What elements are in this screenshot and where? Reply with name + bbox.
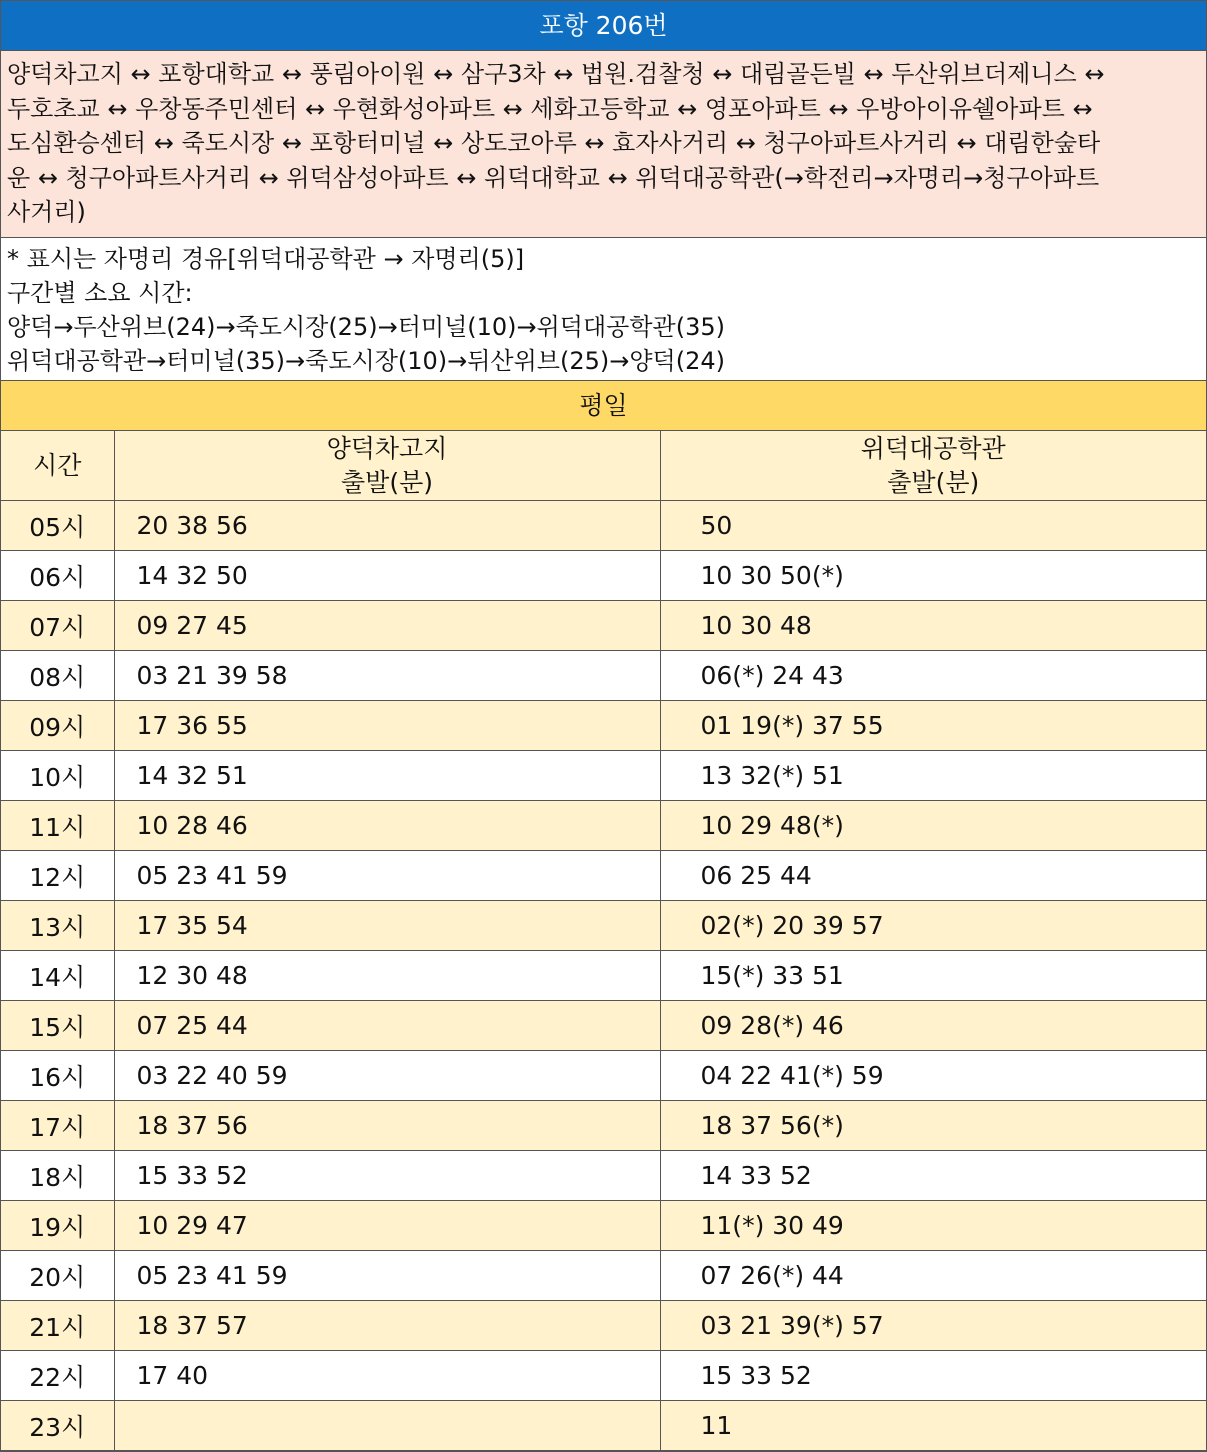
table-row xyxy=(1,1301,1206,1351)
table-row xyxy=(1,1001,1206,1051)
wideok-departures: 04 22 41(*) 59 xyxy=(660,1051,1206,1101)
hour-cell: 18시 xyxy=(1,1151,114,1201)
header-yangdeok-line1: 양덕차고지 xyxy=(326,433,448,463)
table-row xyxy=(1,951,1206,1001)
table-row xyxy=(1,601,1206,651)
yangdeok-departures: 10 29 47 xyxy=(114,1201,660,1251)
wideok-departures: 50 xyxy=(660,501,1206,551)
hour-cell: 11시 xyxy=(1,801,114,851)
yangdeok-departures: 14 32 51 xyxy=(114,751,660,801)
table-header-row xyxy=(1,431,1206,501)
yangdeok-departures xyxy=(114,1401,660,1451)
route-line: 도심환승센터 ↔ 죽도시장 ↔ 포항터미널 ↔ 상도코아루 ↔ 효자사거리 ↔ 청구아파트사거리 ↔ 대림한숲타 xyxy=(7,129,1101,157)
hour-cell: 20시 xyxy=(1,1251,114,1301)
wideok-departures: 03 21 39(*) 57 xyxy=(660,1301,1206,1351)
table-row xyxy=(1,1051,1206,1101)
table-row xyxy=(1,1201,1206,1251)
hour-cell: 17시 xyxy=(1,1101,114,1151)
note-line: * 표시는 자명리 경유[위덕대공학관 → 자명리(5)] xyxy=(7,245,525,273)
wideok-departures: 11(*) 30 49 xyxy=(660,1201,1206,1251)
route-line: 운 ↔ 청구아파트사거리 ↔ 위덕삼성아파트 ↔ 위덕대학교 ↔ 위덕대공학관(→학전리→자명리→청구아파트 xyxy=(7,163,1100,192)
header-yangdeok-line2: 출발(분) xyxy=(341,467,433,497)
yangdeok-departures: 18 37 57 xyxy=(114,1301,660,1351)
timetable-table xyxy=(1,431,1206,1451)
header-wideok xyxy=(660,431,1206,501)
hour-cell: 06시 xyxy=(1,551,114,601)
hour-cell: 05시 xyxy=(1,501,114,551)
yangdeok-departures: 05 23 41 59 xyxy=(114,851,660,901)
yangdeok-departures: 17 35 54 xyxy=(114,901,660,951)
header-wideok-line2: 출발(분) xyxy=(887,467,980,497)
hour-cell: 13시 xyxy=(1,901,114,951)
hour-cell: 15시 xyxy=(1,1001,114,1051)
route-line: 두호초교 ↔ 우창동주민센터 ↔ 우현화성아파트 ↔ 세화고등학교 ↔ 영포아파트 ↔ 우방아이유쉘아파트 ↔ xyxy=(7,94,1093,123)
wideok-departures: 10 29 48(*) xyxy=(660,801,1206,851)
wideok-departures: 09 28(*) 46 xyxy=(660,1001,1206,1051)
route-line: 양덕차고지 ↔ 포항대학교 ↔ 풍림아이원 ↔ 삼구3차 ↔ 법원.검찰청 ↔ 대림골든빌 ↔ 두산위브더제니스 ↔ xyxy=(7,60,1105,88)
wideok-departures: 15(*) 33 51 xyxy=(660,951,1206,1001)
wideok-departures: 07 26(*) 44 xyxy=(660,1251,1206,1301)
hour-cell: 23시 xyxy=(1,1401,114,1451)
hour-cell: 14시 xyxy=(1,951,114,1001)
note-line: 위덕대공학관→터미널(35)→죽도시장(10)→뒤산위브(25)→양덕(24) xyxy=(7,347,725,375)
hour-cell: 22시 xyxy=(1,1351,114,1401)
table-row xyxy=(1,751,1206,801)
hour-cell: 10시 xyxy=(1,751,114,801)
wideok-departures: 06 25 44 xyxy=(660,851,1206,901)
table-row xyxy=(1,1151,1206,1201)
yangdeok-departures: 03 21 39 58 xyxy=(114,651,660,701)
yangdeok-departures: 20 38 56 xyxy=(114,501,660,551)
hour-cell: 16시 xyxy=(1,1051,114,1101)
route-line: 사거리) xyxy=(7,198,86,226)
yangdeok-departures: 12 30 48 xyxy=(114,951,660,1001)
wideok-departures: 13 32(*) 51 xyxy=(660,751,1206,801)
wideok-departures: 14 33 52 xyxy=(660,1151,1206,1201)
header-time: 시간 xyxy=(1,431,114,501)
table-row xyxy=(1,551,1206,601)
hour-cell: 07시 xyxy=(1,601,114,651)
yangdeok-departures: 03 22 40 59 xyxy=(114,1051,660,1101)
wideok-departures: 02(*) 20 39 57 xyxy=(660,901,1206,951)
table-row xyxy=(1,801,1206,851)
notes-section xyxy=(1,238,1206,381)
table-row xyxy=(1,651,1206,701)
wideok-departures: 10 30 48 xyxy=(660,601,1206,651)
page-title: 포항 206번 xyxy=(1,1,1206,51)
table-row xyxy=(1,1251,1206,1301)
yangdeok-departures: 05 23 41 59 xyxy=(114,1251,660,1301)
table-row xyxy=(1,501,1206,551)
header-wideok-line1: 위덕대공학관 xyxy=(860,433,1006,463)
yangdeok-departures: 15 33 52 xyxy=(114,1151,660,1201)
yangdeok-departures: 14 32 50 xyxy=(114,551,660,601)
table-row xyxy=(1,1351,1206,1401)
hour-cell: 09시 xyxy=(1,701,114,751)
note-line: 양덕→두산위브(24)→죽도시장(25)→터미널(10)→위덕대공학관(35) xyxy=(7,313,725,341)
hour-cell: 19시 xyxy=(1,1201,114,1251)
table-row xyxy=(1,701,1206,751)
route-description xyxy=(1,51,1206,238)
table-row xyxy=(1,851,1206,901)
wideok-departures: 01 19(*) 37 55 xyxy=(660,701,1206,751)
yangdeok-departures: 10 28 46 xyxy=(114,801,660,851)
wideok-departures: 10 30 50(*) xyxy=(660,551,1206,601)
table-row xyxy=(1,901,1206,951)
hour-cell: 12시 xyxy=(1,851,114,901)
yangdeok-departures: 07 25 44 xyxy=(114,1001,660,1051)
wideok-departures: 18 37 56(*) xyxy=(660,1101,1206,1151)
hour-cell: 08시 xyxy=(1,651,114,701)
note-line: 구간별 소요 시간: xyxy=(7,279,193,307)
hour-cell: 21시 xyxy=(1,1301,114,1351)
wideok-departures: 15 33 52 xyxy=(660,1351,1206,1401)
table-row xyxy=(1,1101,1206,1151)
yangdeok-departures: 09 27 45 xyxy=(114,601,660,651)
wideok-departures: 06(*) 24 43 xyxy=(660,651,1206,701)
yangdeok-departures: 17 40 xyxy=(114,1351,660,1401)
yangdeok-departures: 18 37 56 xyxy=(114,1101,660,1151)
yangdeok-departures: 17 36 55 xyxy=(114,701,660,751)
header-yangdeok xyxy=(114,431,660,501)
table-row xyxy=(1,1401,1206,1451)
wideok-departures: 11 xyxy=(660,1401,1206,1451)
section-header-weekday: 평일 xyxy=(1,381,1206,431)
